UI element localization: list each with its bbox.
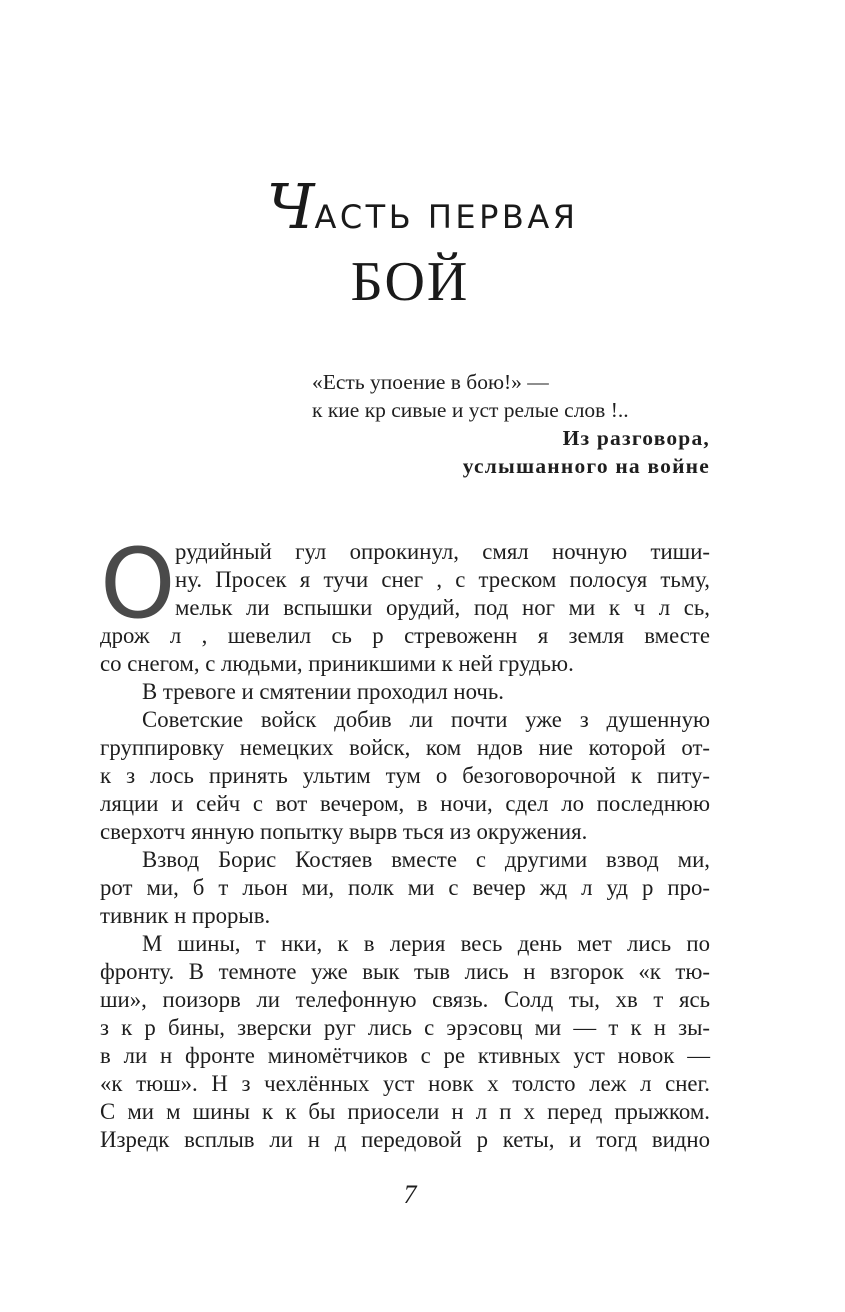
text-line: «к тюш». Н з чехлённых уст новк х толсто леж л снег.: [100, 1071, 710, 1096]
drop-cap-wrapper: [100, 528, 176, 640]
epigraph-source-line: услышанного на войне: [462, 454, 710, 478]
text-line: сверхотч янную попытку вырв ться из окружения.: [100, 819, 588, 844]
text-line: рудийный гул опрокинул, смял ночную тиши-: [175, 539, 710, 564]
text-line: фронту. В темноте уже вык тыв лись н взгорок «к тю-: [100, 959, 710, 984]
paragraph: [100, 930, 710, 1154]
text-line: ши», поизорв ли телефонную связь. Солд ты, хв т ясь: [100, 987, 710, 1012]
text-line: в ли н фронте миномётчиков с ре ктивных уст новок —: [100, 1043, 710, 1068]
text-line: группировку немецких войск, ком ндов ние которой от-: [100, 735, 710, 760]
paragraph: [100, 528, 710, 678]
part-title: [0, 170, 845, 243]
body-text: [100, 528, 710, 1154]
epigraph: [312, 368, 710, 480]
page-number: 7: [403, 1180, 417, 1209]
paragraph: [100, 706, 710, 846]
text-line: з к р бины, зверски руг лись с эрэсовц ми — т к н зы-: [100, 1015, 710, 1040]
text-line: Изредк всплыв ли н д передовой р кеты, и тогд видно: [100, 1127, 710, 1152]
epigraph-quote-line: к кие кр сивые и уст релые слов !..: [312, 398, 629, 422]
epigraph-source-line: Из разговора,: [562, 426, 710, 450]
text-line: к з лось принять ультим тум о безоговорочной к питу-: [100, 763, 710, 788]
text-line: Взвод Борис Костяев вместе с другими взвод ми,: [142, 847, 710, 872]
part-title-rest: АСТЬ ПЕРВАЯ: [314, 198, 579, 236]
text-line: Советские войск добив ли почти уже з душенную: [142, 707, 710, 732]
text-line: дрож л , шевелил сь р стревоженн я земля вместе: [100, 623, 710, 648]
chapter-title: БОЙ: [350, 251, 470, 313]
drop-cap: О: [100, 528, 176, 640]
text-line: М шины, т нки, к в лерия весь день мет лись по: [142, 931, 710, 956]
text-line: тивник н прорыв.: [100, 903, 271, 928]
text-line: В тревоге и смятении проходил ночь.: [142, 679, 504, 704]
paragraph: [100, 678, 710, 706]
text-line: рот ми, б т льон ми, полк ми с вечер жд л уд р про-: [100, 875, 710, 900]
text-line: С ми м шины к к бы приосели н л п х перед прыжком.: [100, 1099, 710, 1124]
part-title-initial: Ч: [266, 170, 315, 243]
paragraph: [100, 846, 710, 930]
text-line: со снегом, с людьми, приникшими к ней грудью.: [100, 651, 574, 676]
text-line: ну. Просек я тучи снег , с треском полосуя тьму,: [175, 567, 710, 592]
epigraph-quote-line: «Есть упоение в бою!» —: [312, 370, 549, 394]
text-line: ляции и сейч с вот вечером, в ночи, сдел ло последнюю: [100, 791, 710, 816]
text-line: мельк ли вспышки орудий, под ног ми к ч л сь,: [175, 595, 710, 620]
